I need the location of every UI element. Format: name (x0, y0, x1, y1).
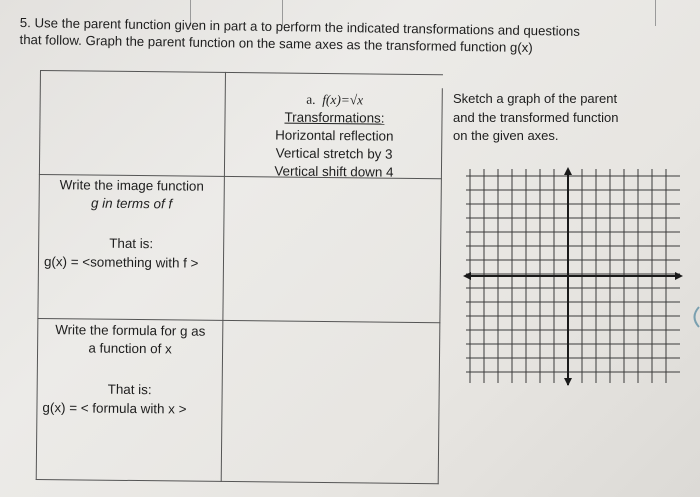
transformation-2: Vertical stretch by 3 (275, 145, 393, 162)
formula-example: g(x) = < formula with x > (42, 400, 187, 417)
question-number: 5. (19, 14, 31, 31)
worksheet-table (36, 70, 445, 494)
formula-that-is: That is: (107, 381, 152, 398)
image-function-title-line-2: g in terms of f (90, 195, 173, 212)
x-axis-arrow-left (463, 272, 471, 280)
transformation-1: Horizontal reflection (275, 127, 394, 144)
transformations-heading: Transformations: (284, 109, 385, 126)
sketch-instruction-line-3: on the given axes. (453, 128, 559, 143)
question-line-1-text: Use the parent function given in part a to perform the indicated transformations and questions (34, 15, 580, 39)
formula-title (39, 321, 221, 359)
sketch-instruction-line-1: Sketch a graph of the parent (453, 91, 618, 106)
image-function-title-line-1: Write the image function (59, 177, 204, 194)
image-function-title (41, 176, 223, 214)
table-border-left (36, 70, 41, 480)
question-line-2: that follow. Graph the parent function on the same axes as the transformed function g(x) (19, 31, 533, 56)
table-column-divider (221, 72, 226, 482)
table-border-bottom (36, 479, 439, 484)
part-a-function: f(x)=√x (322, 91, 364, 108)
table-border-top (40, 70, 443, 75)
x-axis-arrow-right (675, 272, 683, 280)
strip-divider (655, 0, 656, 26)
image-that-is: That is: (109, 235, 154, 252)
formula-title-line-1: Write the formula for g as (55, 322, 206, 339)
sketch-instruction-line-2: and the transformed function (453, 109, 619, 125)
table-border-right (438, 88, 443, 484)
y-axis-arrow-up (564, 167, 572, 175)
part-a-function-line (265, 90, 405, 109)
part-a-cell (264, 90, 405, 181)
transformation-3: Vertical shift down 4 (274, 163, 394, 180)
formula-title-line-2: a function of x (88, 340, 172, 357)
y-axis-arrow-down (564, 378, 572, 386)
part-a-label: a. (306, 91, 316, 107)
page-edge-mark (688, 305, 700, 329)
coordinate-grid[interactable] (462, 165, 684, 387)
image-function-example: g(x) = <something with f > (43, 254, 199, 271)
sketch-instructions (453, 90, 619, 146)
